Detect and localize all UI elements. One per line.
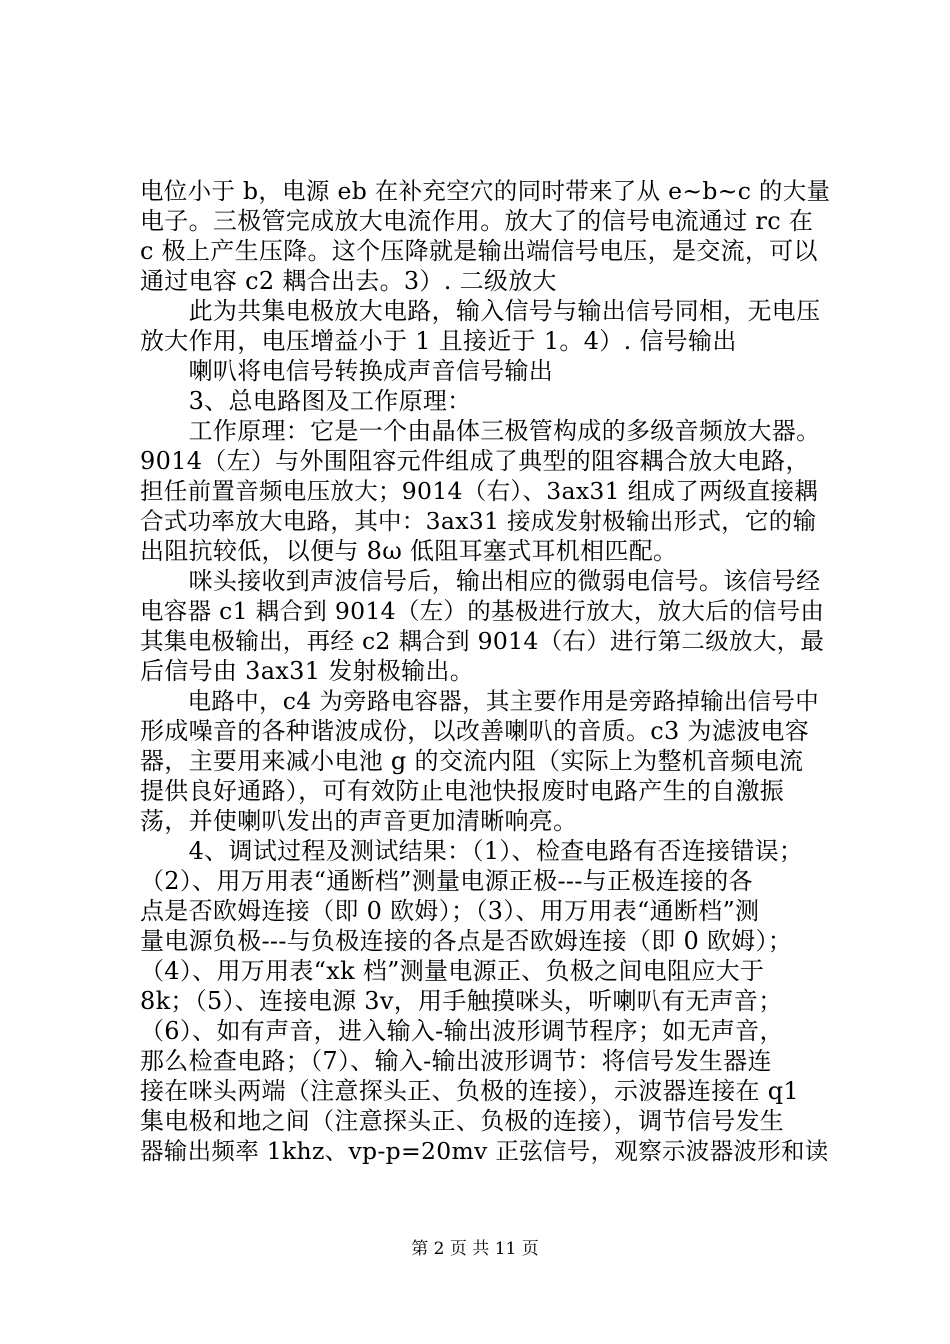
text-line: 8k；（5）、连接电源 3v，用手触摸咪头，听喇叭有无声音； <box>140 987 783 1015</box>
text-line: 4、调试过程及测试结果：（1）、检查电路有否连接错误； <box>140 837 804 865</box>
text-line: 3、总电路图及工作原理： <box>140 387 472 415</box>
text-line: 量电源负极---与负极连接的各点是否欧姆连接（即 0 欧姆）； <box>140 927 793 955</box>
text-line: 电容器 c1 耦合到 9014（左）的基极进行放大，放大后的信号由 <box>140 597 825 625</box>
text-line: 担任前置音频电压放大；9014（右）、3ax31 组成了两级直接耦 <box>140 477 819 505</box>
text-line: （2）、用万用表“通断档”测量电源正极---与正极连接的各 <box>140 867 753 895</box>
text-line: 合式功率放大电路，其中：3ax31 接成发射极输出形式，它的输 <box>140 507 817 535</box>
text-line: 器，主要用来减小电池 g 的交流内阻（实际上为整机音频电流 <box>140 747 804 775</box>
text-line: 通过电容 c2 耦合出去。3）. 二级放大 <box>140 267 557 295</box>
text-line: 工作原理：它是一个由晶体三极管构成的多级音频放大器。 <box>140 417 821 445</box>
page-number: 第 2 页 共 11 页 <box>411 1239 539 1259</box>
text-line: 提供良好通路），可有效防止电池快报废时电路产生的自激振 <box>140 777 785 805</box>
text-line: 电位小于 b，电源 eb 在补充空穴的同时带来了从 e~b~c 的大量 <box>140 177 830 205</box>
text-line: 那么检查电路；（7）、输入-输出波形调节：将信号发生器连 <box>140 1047 772 1075</box>
text-line: 电子。三极管完成放大电流作用。放大了的信号电流通过 rc 在 <box>140 207 814 235</box>
text-line: 出阻抗较低，以便与 8ω 低阻耳塞式耳机相匹配。 <box>140 537 678 565</box>
text-line: （4）、用万用表“xk 档”测量电源正、负极之间电阻应大于 <box>140 957 765 985</box>
text-line: 形成噪音的各种谐波成份，以改善喇叭的音质。c3 为滤波电容 <box>140 717 810 745</box>
text-line: 器输出频率 1khz、vp-p=20mv 正弦信号，观察示波器波形和读 <box>140 1137 829 1165</box>
text-line: 咪头接收到声波信号后，输出相应的微弱电信号。该信号经 <box>140 567 821 595</box>
text-line: 集电极和地之间（注意探头正、负极的连接），调节信号发生 <box>140 1107 785 1135</box>
text-line: （6）、如有声音，进入输入-输出波形调节程序；如无声音， <box>140 1017 784 1045</box>
text-line: c 极上产生压降。这个压降就是输出端信号电压，是交流，可以 <box>140 237 818 265</box>
text-line: 荡，并使喇叭发出的声音更加清晰响亮。 <box>140 807 578 835</box>
text-line: 电路中，c4 为旁路电容器，其主要作用是旁路掉输出信号中 <box>140 687 820 715</box>
text-line: 后信号由 3ax31 发射极输出。 <box>140 657 475 685</box>
text-line: 9014（左）与外围阻容元件组成了典型的阻容耦合放大电路， <box>140 447 810 475</box>
text-line: 点是否欧姆连接（即 0 欧姆）；（3）、用万用表“通断档”测 <box>140 897 760 925</box>
text-line: 此为共集电极放大电路，输入信号与输出信号同相，无电压 <box>140 297 821 325</box>
text-line: 其集电极输出，再经 c2 耦合到 9014（右）进行第二级放大，最 <box>140 627 825 655</box>
body-text <box>140 176 830 1166</box>
text-line: 接在咪头两端（注意探头正、负极的连接），示波器连接在 q1 <box>140 1077 799 1105</box>
text-line: 放大作用，电压增益小于 1 且接近于 1。4）. 信号输出 <box>140 327 737 355</box>
text-line: 喇叭将电信号转换成声音信号输出 <box>140 357 554 385</box>
